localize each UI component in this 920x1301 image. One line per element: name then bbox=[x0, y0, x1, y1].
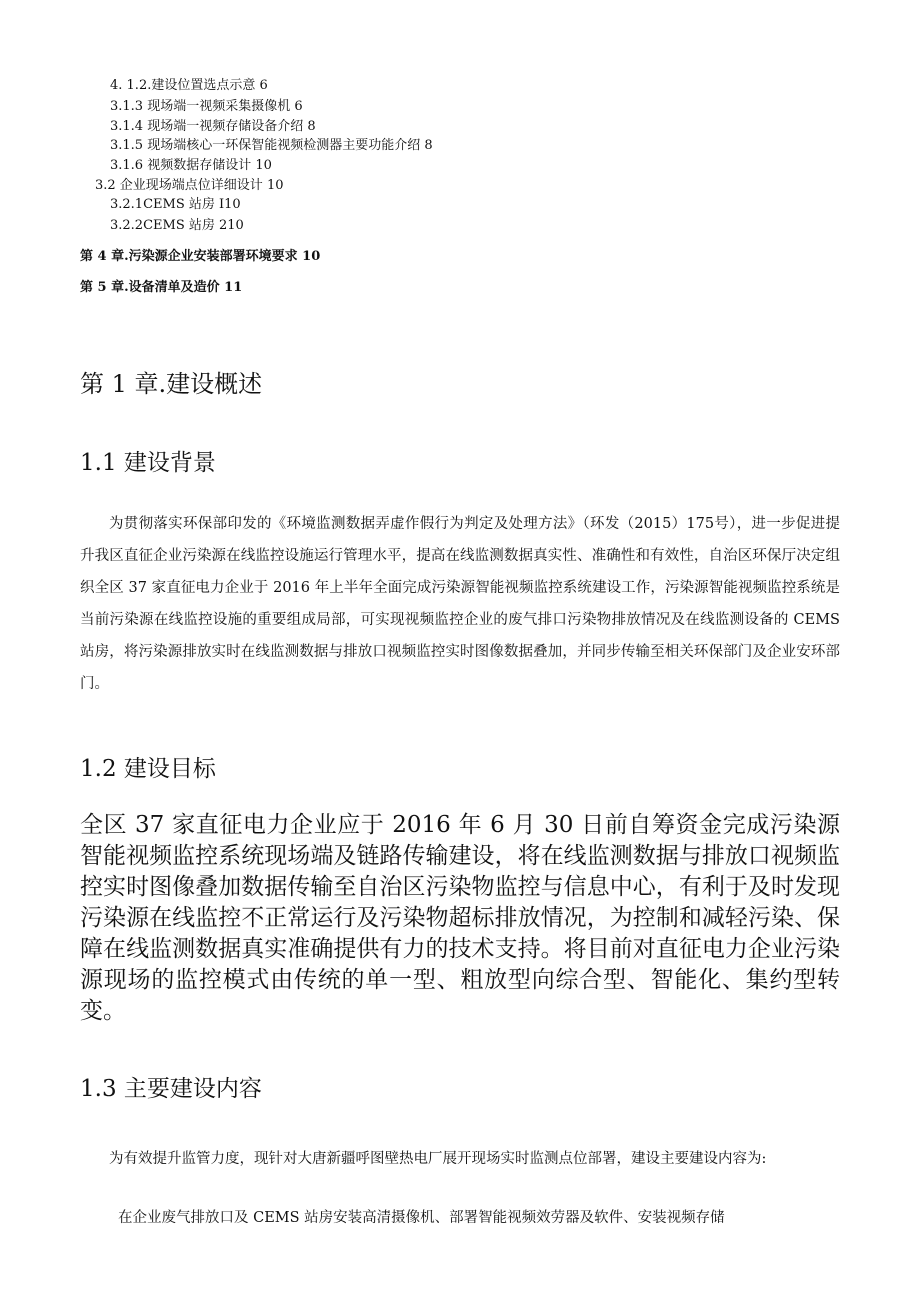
toc-item[interactable]: 3.2.2CEMS 站房 210 bbox=[110, 218, 244, 233]
toc-item[interactable]: 3.1.6 视频数据存储设计 10 bbox=[110, 158, 272, 173]
section-title-1-2: 1.2 建设目标 bbox=[80, 756, 216, 782]
toc-item[interactable]: 3.1.3 现场端一视频采集摄像机 6 bbox=[110, 99, 303, 114]
toc-chapter[interactable]: 第 4 章.污染源企业安装部署环境要求 10 bbox=[80, 249, 321, 264]
section-1-2-paragraph: 全区 37 家直征电力企业应于 2016 年 6 月 30 日前自筹资金完成污染源智能视频监控系统现场端及链路传输建设，将在线监测数据与排放口视频监控实时图像叠加数据传输至自治区污染物监控与信息中心，有利于及时发现污染源在线监控不正常运行及污染物超标排放情况，为控制和减轻污染、保障在线监测数据真实准确提供有力的技术支持。将目前对直征电力企业污染源现场的监控模式由传统的单一型、粗放型向综合型、智能化、集约型转变。 bbox=[80, 812, 840, 1024]
toc-item[interactable]: 3.2 企业现场端点位详细设计 10 bbox=[95, 178, 284, 193]
section-title-1-1: 1.1 建设背景 bbox=[80, 450, 216, 476]
toc-item[interactable]: 3.1.5 现场端核心一环保智能视频检测器主要功能介绍 8 bbox=[110, 138, 433, 153]
toc-item[interactable]: 3.1.4 现场端一视频存储设备介绍 8 bbox=[110, 119, 316, 134]
toc-chapter[interactable]: 第 5 章.设备清单及造价 11 bbox=[80, 280, 243, 295]
chapter-title: 第 1 章.建设概述 bbox=[80, 370, 263, 398]
section-title-1-3: 1.3 主要建设内容 bbox=[80, 1076, 262, 1102]
toc-item[interactable]: 4. 1.2.建设位置选点示意 6 bbox=[110, 78, 268, 93]
section-1-3-paragraph: 为有效提升监管力度，现针对大唐新疆呼图壁热电厂展开现场实时监测点位部署，建设主要建设内容为: bbox=[109, 1151, 767, 1167]
toc-item[interactable]: 3.2.1CEMS 站房 I10 bbox=[110, 197, 241, 212]
section-1-3-paragraph-2: 在企业废气排放口及 CEMS 站房安装高清摄像机、部署智能视频效劳器及软件、安装视频存储 bbox=[118, 1210, 725, 1226]
section-1-1-paragraph: 为贯彻落实环保部印发的《环境监测数据弄虚作假行为判定及处理方法》（环发（2015）175号），进一步促进提升我区直征企业污染源在线监控设施运行管理水平，提高在线监测数据真实性、准确性和有效性，自治区环保厅决定组织全区 37 家直征电力企业于 2016 年上半年全面完成污染源智能视频监控系统建设工作，污染源智能视频监控系统是当前污染源在线监控设施的重要组成局部，可实现视频监控企业的废气排口污染物排放情况及在线监测设备的 CEMS 站房，将污染源排放实时在线监测数据与排放口视频监控实时图像数据叠加，并同步传输至相关环保部门及企业安环部门。 bbox=[80, 516, 840, 692]
